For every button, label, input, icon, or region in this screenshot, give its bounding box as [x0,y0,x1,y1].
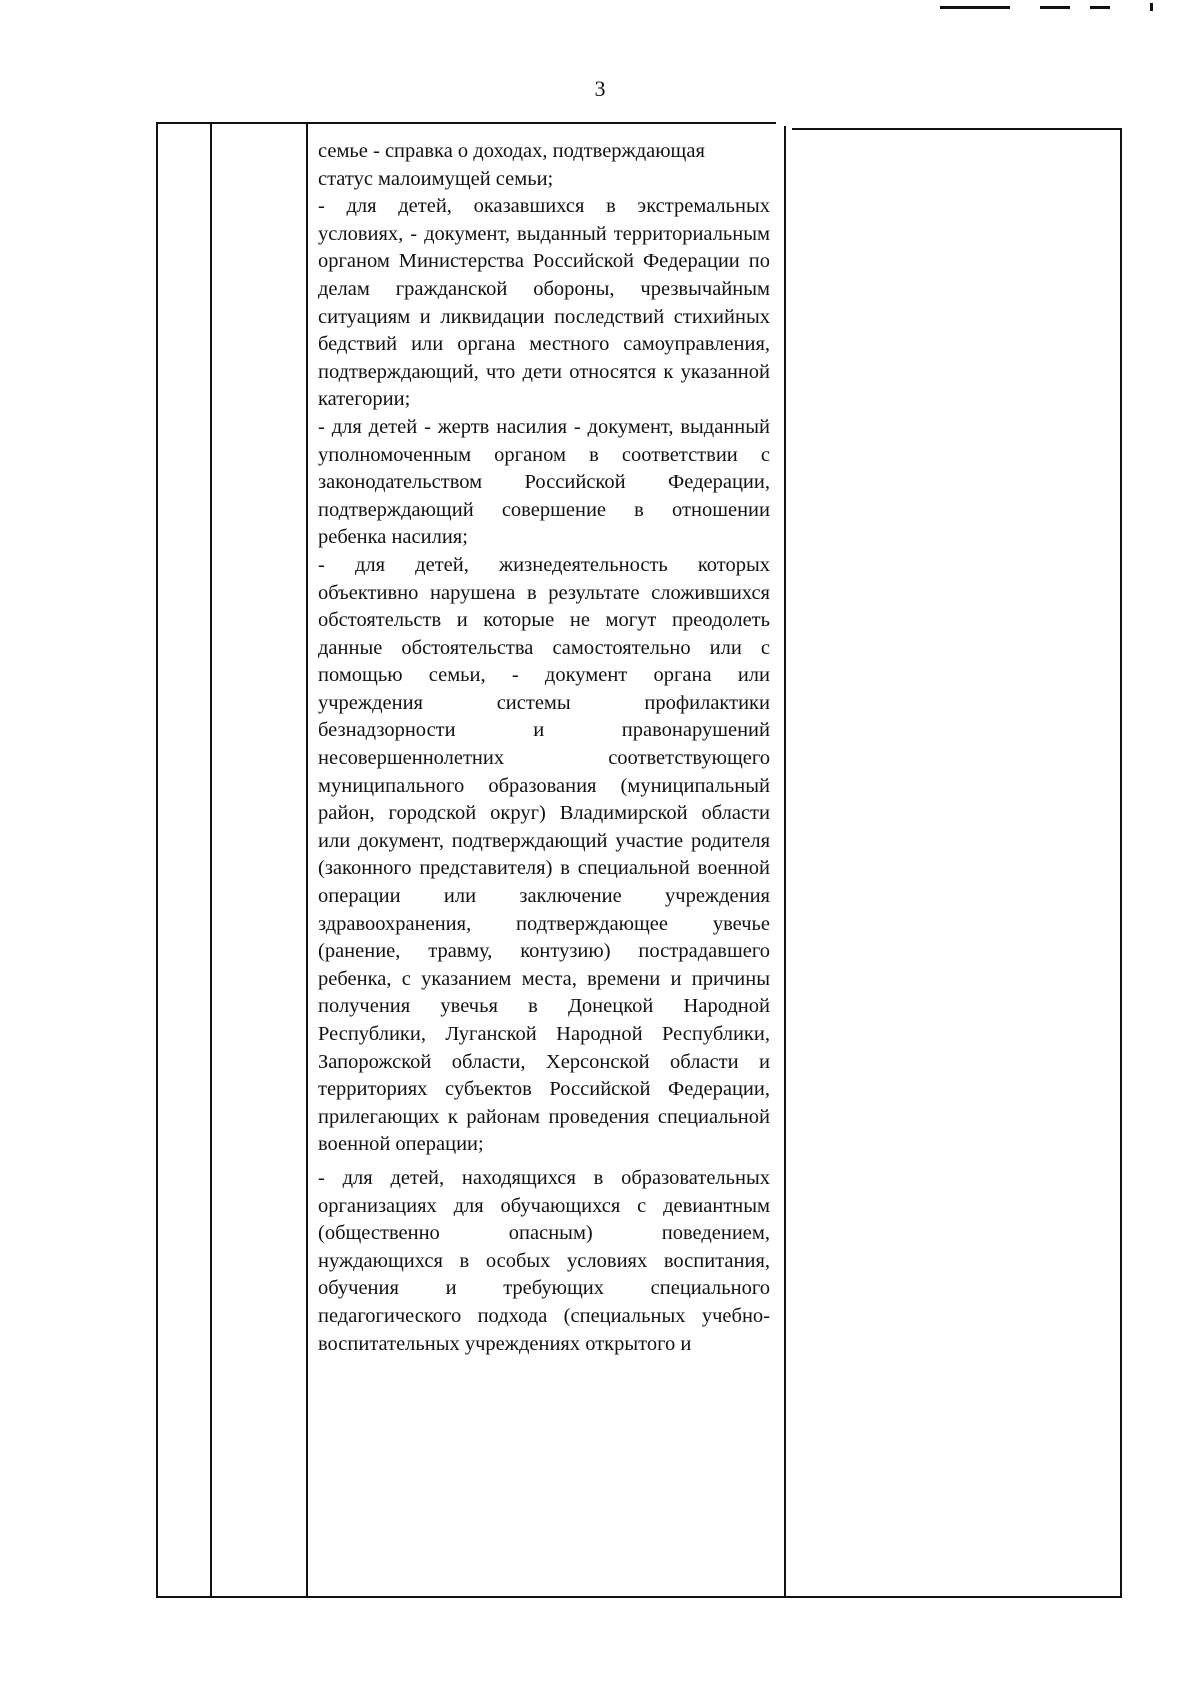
column-border-2 [210,122,212,1598]
table-top-border-left [156,122,776,124]
paragraph-deviant-behavior: - для детей, находящихся в образовательных организациях для обучающихся с девиантным (общественно опасным) поведением, нуждающихся в особых условиях воспитания, обучения и требующих специального педагогического подхода (специальных учебно-воспитательных учреждениях открытого и [318,1166,770,1355]
paragraph-disrupted-life: - для детей, жизнедеятельность которых объективно нарушена в результате сложившихся обстоятельств и которые не могут преодолеть данные обстоятельства самостоятельно или с помощью семьи, - документ органа или учреждения системы профилактики безнадзорности и правонарушений несовершеннолетних соответствующего муниципального образования (муниципальный район, городской округ) Владимирской области или документ, подтверждающий участие родителя (законного представителя) в специальной военной операции или заключение учреждения здравоохранения, подтверждающее увечье (ранение, травму, контузию) пострадавшего ребенка, с указанием места, времени и причины получения увечья в Донецкой Народной Республики, Луганской Народной Республики, Запорожской области, Херсонской области и территориях субъектов Российской Федерации, прилегающих к районам проведения специальной военной операции; [318,553,770,1156]
column-border-4 [784,126,786,1598]
table-bottom-border [156,1596,1122,1598]
table-top-border-right [792,128,1122,130]
column-border-1 [156,122,158,1598]
documents-cell [318,138,770,1358]
paragraph-violence-victims: - для детей - жертв насилия - документ, выданный уполномоченным органом в соответствии с законодательством Российской Федерации, подтверждающий совершение в отношении ребенка насилия; [318,415,770,549]
scan-artifact-mark [1150,3,1153,11]
scan-artifact-mark [940,6,1010,9]
column-border-3 [306,122,308,1598]
page-number: 3 [594,76,606,101]
column-border-5 [1120,128,1122,1598]
paragraph-low-income: семье - справка о доходах, подтверждающая статус малоимущей семьи; [318,140,705,190]
paragraph-extreme-conditions: - для детей, оказавшихся в экстремальных условиях, - документ, выданный территориальным органом Министерства Российской Федерации по делам гражданской обороны, чрезвычайным ситуациям и ликвидации последствий стихийных бедствий или органа местного самоуправления, подтверждающий, что дети относятся к указанной категории; [318,195,770,411]
scan-artifact-mark [1090,6,1110,9]
document-table [156,122,1122,1598]
scan-artifact-mark [1040,6,1070,9]
